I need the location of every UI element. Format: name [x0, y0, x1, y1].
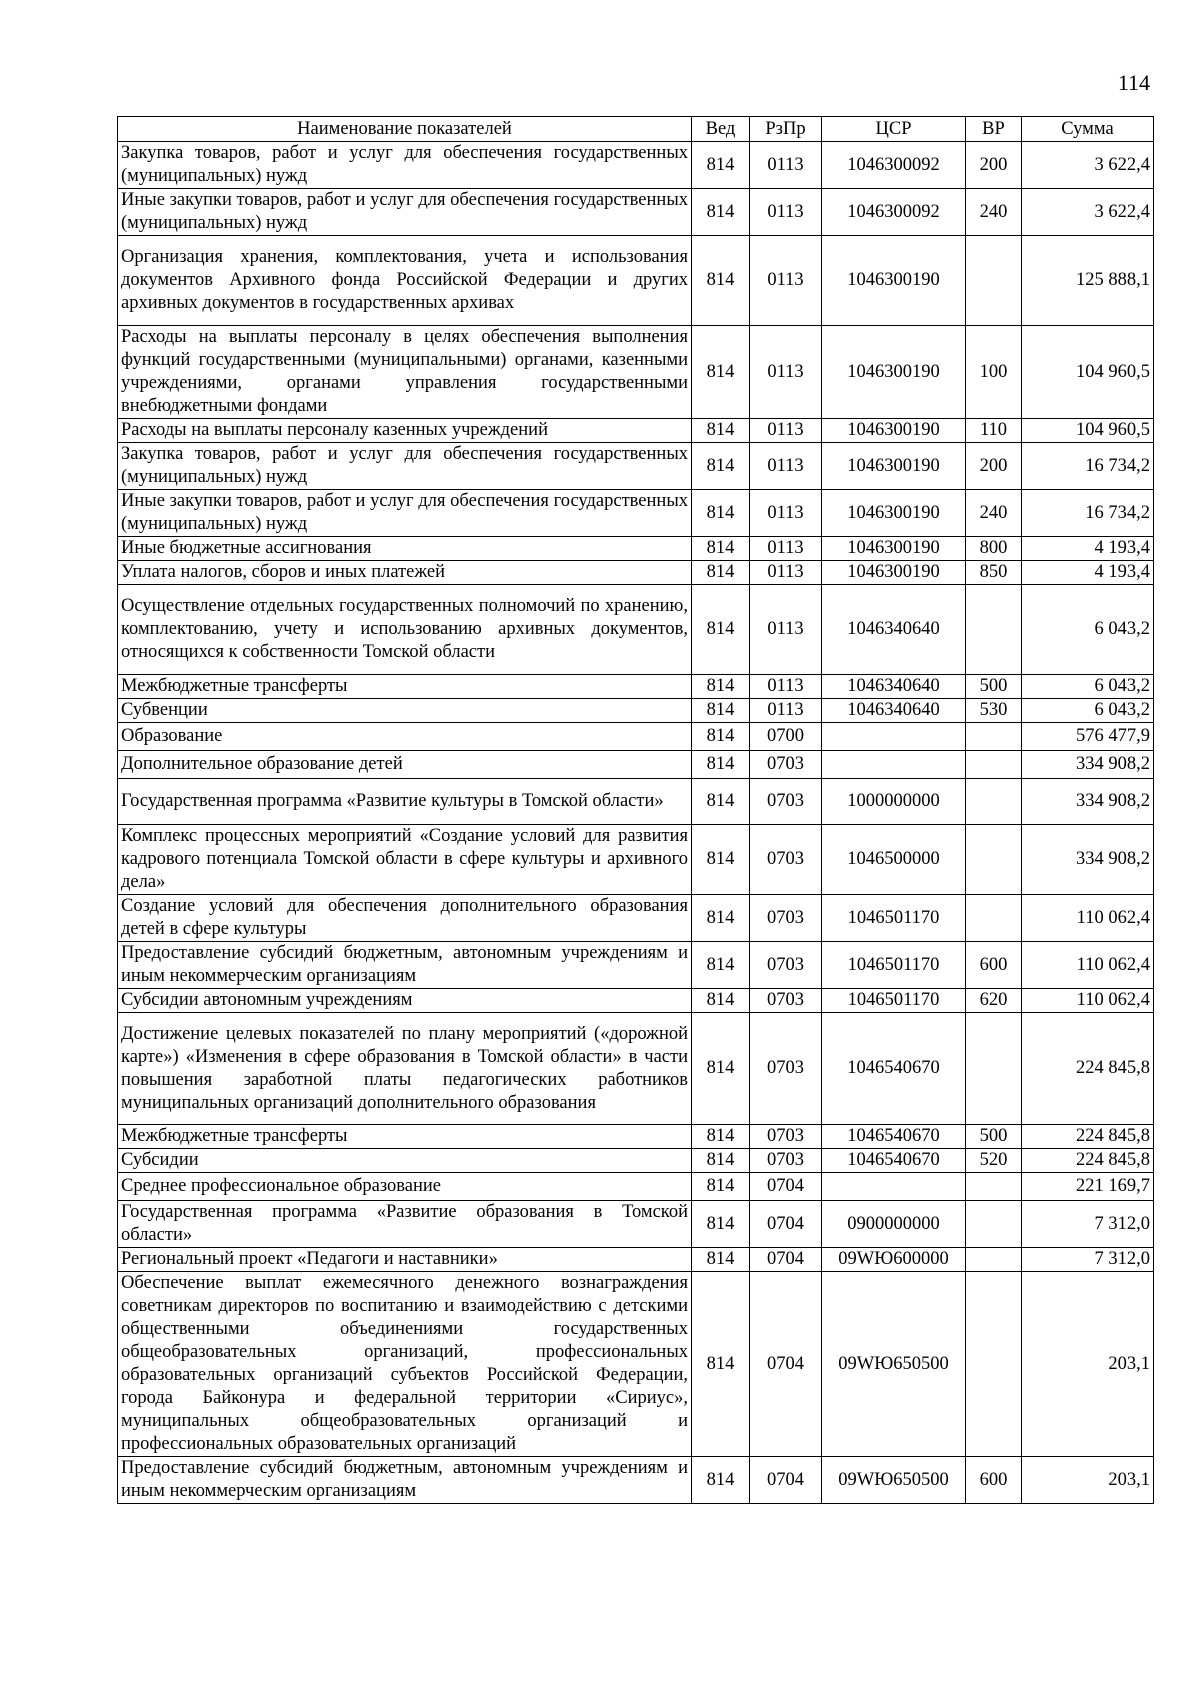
table-row	[118, 1173, 1154, 1201]
cell-ved: 814	[692, 419, 750, 443]
table-row	[118, 326, 1154, 419]
cell-ved: 814	[692, 585, 750, 675]
table-row	[118, 490, 1154, 537]
table-row	[118, 189, 1154, 236]
cell-sum: 3 622,4	[1022, 142, 1154, 189]
cell-vr	[966, 1201, 1022, 1248]
cell-csr: 1046300190	[822, 419, 966, 443]
budget-table	[117, 116, 1154, 1504]
cell-csr: 1046540670	[822, 1013, 966, 1125]
cell-sum: 3 622,4	[1022, 189, 1154, 236]
table-row	[118, 443, 1154, 490]
cell-vr	[966, 723, 1022, 751]
cell-ved: 814	[692, 490, 750, 537]
cell-vr: 600	[966, 942, 1022, 989]
table-body	[118, 142, 1154, 1504]
cell-rzpr: 0113	[750, 585, 822, 675]
cell-sum: 224 845,8	[1022, 1125, 1154, 1149]
cell-name: Комплекс процессных мероприятий «Создание условий для развития кадрового потенциала Томской области в сфере культуры и архивного дела»	[118, 825, 692, 895]
cell-name: Предоставление субсидий бюджетным, автономным учреждениям и иным некоммерческим организациям	[118, 1457, 692, 1504]
cell-name: Государственная программа «Развитие культуры в Томской области»	[118, 779, 692, 825]
header-csr: ЦСР	[822, 117, 966, 142]
cell-csr: 1046300190	[822, 490, 966, 537]
page-number: 114	[1117, 70, 1150, 95]
table-row	[118, 537, 1154, 561]
cell-name: Закупка товаров, работ и услуг для обеспечения государственных (муниципальных) нужд	[118, 443, 692, 490]
cell-rzpr: 0703	[750, 1149, 822, 1173]
table-row	[118, 825, 1154, 895]
table-row	[118, 723, 1154, 751]
table-row	[118, 419, 1154, 443]
cell-vr: 240	[966, 490, 1022, 537]
cell-name: Иные бюджетные ассигнования	[118, 537, 692, 561]
cell-vr	[966, 1248, 1022, 1272]
cell-csr: 09WЮ600000	[822, 1248, 966, 1272]
cell-vr	[966, 585, 1022, 675]
cell-name: Межбюджетные трансферты	[118, 1125, 692, 1149]
table-row	[118, 895, 1154, 942]
header-vr: ВР	[966, 117, 1022, 142]
cell-csr: 0900000000	[822, 1201, 966, 1248]
cell-vr: 500	[966, 1125, 1022, 1149]
cell-vr: 850	[966, 561, 1022, 585]
table-row	[118, 1248, 1154, 1272]
cell-rzpr: 0113	[750, 537, 822, 561]
cell-rzpr: 0113	[750, 326, 822, 419]
cell-sum: 7 312,0	[1022, 1248, 1154, 1272]
cell-vr	[966, 1013, 1022, 1125]
cell-name: Дополнительное образование детей	[118, 751, 692, 779]
cell-ved: 814	[692, 699, 750, 723]
cell-rzpr: 0703	[750, 942, 822, 989]
header-name: Наименование показателей	[118, 117, 692, 142]
table-row	[118, 142, 1154, 189]
cell-vr: 500	[966, 675, 1022, 699]
cell-sum: 224 845,8	[1022, 1149, 1154, 1173]
cell-csr: 1046500000	[822, 825, 966, 895]
cell-name: Субсидии автономным учреждениям	[118, 989, 692, 1013]
cell-ved: 814	[692, 989, 750, 1013]
cell-sum: 334 908,2	[1022, 751, 1154, 779]
cell-name: Осуществление отдельных государственных полномочий по хранению, комплектованию, учету и использованию архивных документов, относящихся к собственности Томской области	[118, 585, 692, 675]
cell-vr: 800	[966, 537, 1022, 561]
cell-vr	[966, 1272, 1022, 1457]
cell-rzpr: 0113	[750, 675, 822, 699]
cell-name: Обеспечение выплат ежемесячного денежного вознаграждения советникам директоров по воспитанию и взаимодействию с детскими общественными объединениями государственных общеобразовательных организаций, профессиональных образовательных организаций субъектов Российской Федерации, города Байконура и федеральной территории «Сириус», муниципальных общеобразовательных организаций и профессиональных образовательных организаций	[118, 1272, 692, 1457]
cell-csr: 1046300190	[822, 561, 966, 585]
table-row	[118, 585, 1154, 675]
cell-ved: 814	[692, 443, 750, 490]
cell-sum: 110 062,4	[1022, 895, 1154, 942]
cell-vr: 200	[966, 142, 1022, 189]
cell-sum: 6 043,2	[1022, 699, 1154, 723]
cell-name: Образование	[118, 723, 692, 751]
cell-sum: 104 960,5	[1022, 419, 1154, 443]
cell-rzpr: 0113	[750, 189, 822, 236]
cell-ved: 814	[692, 895, 750, 942]
cell-sum: 7 312,0	[1022, 1201, 1154, 1248]
cell-vr: 200	[966, 443, 1022, 490]
cell-sum: 224 845,8	[1022, 1013, 1154, 1125]
table-row	[118, 236, 1154, 326]
cell-rzpr: 0704	[750, 1173, 822, 1201]
cell-ved: 814	[692, 723, 750, 751]
table-row	[118, 1125, 1154, 1149]
cell-csr: 1046540670	[822, 1125, 966, 1149]
cell-vr: 520	[966, 1149, 1022, 1173]
header-ved: Вед	[692, 117, 750, 142]
cell-csr: 1046300190	[822, 443, 966, 490]
table-row	[118, 561, 1154, 585]
cell-csr	[822, 1173, 966, 1201]
cell-rzpr: 0704	[750, 1201, 822, 1248]
cell-ved: 814	[692, 1272, 750, 1457]
cell-csr	[822, 723, 966, 751]
cell-rzpr: 0700	[750, 723, 822, 751]
cell-sum: 110 062,4	[1022, 989, 1154, 1013]
cell-sum: 16 734,2	[1022, 443, 1154, 490]
cell-csr: 1046501170	[822, 942, 966, 989]
cell-rzpr: 0113	[750, 699, 822, 723]
cell-csr: 1046540670	[822, 1149, 966, 1173]
cell-ved: 814	[692, 825, 750, 895]
table-row	[118, 1149, 1154, 1173]
cell-vr	[966, 779, 1022, 825]
cell-csr: 1046300092	[822, 142, 966, 189]
cell-name: Субвенции	[118, 699, 692, 723]
cell-ved: 814	[692, 537, 750, 561]
cell-ved: 814	[692, 326, 750, 419]
cell-rzpr: 0113	[750, 236, 822, 326]
cell-csr: 1046340640	[822, 585, 966, 675]
cell-rzpr: 0703	[750, 779, 822, 825]
cell-csr	[822, 751, 966, 779]
cell-rzpr: 0703	[750, 1013, 822, 1125]
cell-ved: 814	[692, 1125, 750, 1149]
cell-sum: 4 193,4	[1022, 537, 1154, 561]
table-row	[118, 942, 1154, 989]
cell-rzpr: 0703	[750, 751, 822, 779]
table-row	[118, 675, 1154, 699]
cell-csr: 1046300190	[822, 236, 966, 326]
cell-rzpr: 0704	[750, 1272, 822, 1457]
cell-ved: 814	[692, 1173, 750, 1201]
cell-sum: 110 062,4	[1022, 942, 1154, 989]
table-row	[118, 1201, 1154, 1248]
header-sum: Сумма	[1022, 117, 1154, 142]
cell-rzpr: 0703	[750, 989, 822, 1013]
cell-sum: 334 908,2	[1022, 779, 1154, 825]
cell-csr: 1046340640	[822, 675, 966, 699]
cell-vr: 240	[966, 189, 1022, 236]
cell-ved: 814	[692, 1457, 750, 1504]
cell-name: Организация хранения, комплектования, учета и использования документов Архивного фонда Российской Федерации и других архивных документов в государственных архивах	[118, 236, 692, 326]
cell-name: Субсидии	[118, 1149, 692, 1173]
cell-sum: 221 169,7	[1022, 1173, 1154, 1201]
cell-csr: 1046501170	[822, 989, 966, 1013]
cell-rzpr: 0704	[750, 1457, 822, 1504]
cell-rzpr: 0113	[750, 142, 822, 189]
cell-vr: 620	[966, 989, 1022, 1013]
cell-name: Расходы на выплаты персоналу казенных учреждений	[118, 419, 692, 443]
cell-rzpr: 0703	[750, 825, 822, 895]
cell-vr: 530	[966, 699, 1022, 723]
cell-csr: 1046300190	[822, 537, 966, 561]
cell-sum: 104 960,5	[1022, 326, 1154, 419]
cell-name: Закупка товаров, работ и услуг для обеспечения государственных (муниципальных) нужд	[118, 142, 692, 189]
table-row	[118, 1457, 1154, 1504]
cell-ved: 814	[692, 779, 750, 825]
cell-name: Государственная программа «Развитие образования в Томской области»	[118, 1201, 692, 1248]
cell-ved: 814	[692, 142, 750, 189]
cell-sum: 6 043,2	[1022, 585, 1154, 675]
cell-name: Среднее профессиональное образование	[118, 1173, 692, 1201]
table-row	[118, 751, 1154, 779]
cell-csr: 09WЮ650500	[822, 1272, 966, 1457]
cell-sum: 203,1	[1022, 1457, 1154, 1504]
cell-name: Иные закупки товаров, работ и услуг для обеспечения государственных (муниципальных) нужд	[118, 189, 692, 236]
cell-name: Создание условий для обеспечения дополнительного образования детей в сфере культуры	[118, 895, 692, 942]
table-row	[118, 1272, 1154, 1457]
cell-name: Межбюджетные трансферты	[118, 675, 692, 699]
cell-ved: 814	[692, 561, 750, 585]
table-row	[118, 699, 1154, 723]
cell-sum: 16 734,2	[1022, 490, 1154, 537]
cell-name: Иные закупки товаров, работ и услуг для обеспечения государственных (муниципальных) нужд	[118, 490, 692, 537]
cell-ved: 814	[692, 189, 750, 236]
header-rzpr: РзПр	[750, 117, 822, 142]
cell-ved: 814	[692, 1013, 750, 1125]
cell-rzpr: 0704	[750, 1248, 822, 1272]
cell-vr	[966, 236, 1022, 326]
table-row	[118, 1013, 1154, 1125]
table-row	[118, 989, 1154, 1013]
cell-ved: 814	[692, 236, 750, 326]
cell-name: Расходы на выплаты персоналу в целях обеспечения выполнения функций государственными (муниципальными) органами, казенными учреждениями, органами управления государственными внебюджетными фондами	[118, 326, 692, 419]
cell-vr: 600	[966, 1457, 1022, 1504]
cell-sum: 203,1	[1022, 1272, 1154, 1457]
cell-name: Достижение целевых показателей по плану мероприятий («дорожной карте») «Изменения в сфере образования в Томской области» в части повышения заработной платы педагогических работников муниципальных организаций дополнительного образования	[118, 1013, 692, 1125]
cell-csr: 09WЮ650500	[822, 1457, 966, 1504]
cell-vr	[966, 751, 1022, 779]
cell-rzpr: 0113	[750, 561, 822, 585]
cell-vr	[966, 825, 1022, 895]
cell-sum: 6 043,2	[1022, 675, 1154, 699]
cell-ved: 814	[692, 942, 750, 989]
cell-vr: 100	[966, 326, 1022, 419]
cell-ved: 814	[692, 1201, 750, 1248]
cell-csr: 1046300190	[822, 326, 966, 419]
cell-vr	[966, 1173, 1022, 1201]
cell-vr	[966, 895, 1022, 942]
cell-name: Уплата налогов, сборов и иных платежей	[118, 561, 692, 585]
cell-rzpr: 0113	[750, 443, 822, 490]
cell-ved: 814	[692, 1149, 750, 1173]
cell-csr: 1000000000	[822, 779, 966, 825]
cell-sum: 125 888,1	[1022, 236, 1154, 326]
cell-ved: 814	[692, 751, 750, 779]
cell-rzpr: 0703	[750, 895, 822, 942]
cell-rzpr: 0703	[750, 1125, 822, 1149]
cell-sum: 4 193,4	[1022, 561, 1154, 585]
cell-ved: 814	[692, 1248, 750, 1272]
cell-csr: 1046340640	[822, 699, 966, 723]
cell-sum: 576 477,9	[1022, 723, 1154, 751]
cell-vr: 110	[966, 419, 1022, 443]
cell-rzpr: 0113	[750, 490, 822, 537]
cell-rzpr: 0113	[750, 419, 822, 443]
cell-name: Предоставление субсидий бюджетным, автономным учреждениям и иным некоммерческим организациям	[118, 942, 692, 989]
table-row	[118, 779, 1154, 825]
table-header-row	[118, 117, 1154, 142]
cell-name: Региональный проект «Педагоги и наставники»	[118, 1248, 692, 1272]
cell-sum: 334 908,2	[1022, 825, 1154, 895]
cell-csr: 1046300092	[822, 189, 966, 236]
cell-csr: 1046501170	[822, 895, 966, 942]
cell-ved: 814	[692, 675, 750, 699]
